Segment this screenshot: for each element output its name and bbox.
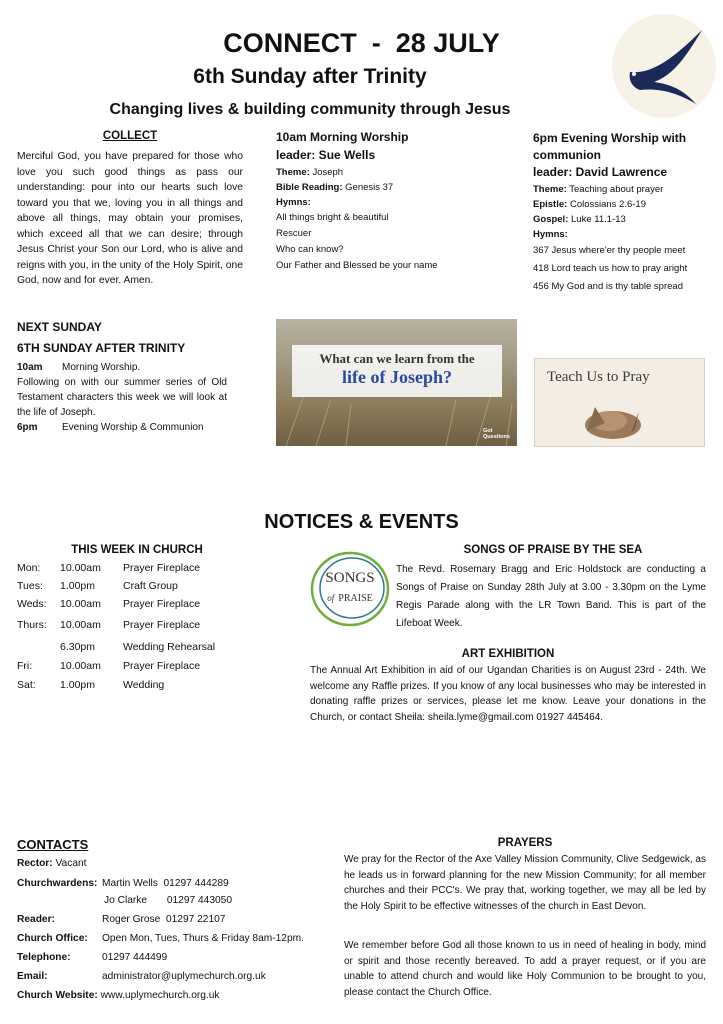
time-10am: 10am	[17, 362, 43, 373]
time-6pm: 6pm	[17, 422, 38, 433]
rector-value: Vacant	[55, 858, 87, 869]
time: 6.30pm	[60, 641, 96, 653]
warden-1: Martin Wells 01297 444289	[102, 878, 229, 889]
warden-2: Jo Clarke 01297 443050	[104, 895, 232, 906]
time: 1.00pm	[60, 580, 96, 592]
office-label: Church Office:	[17, 933, 88, 944]
time: 10.00am	[60, 660, 101, 672]
hymn: Rescuer	[276, 228, 312, 239]
next-sunday-details	[17, 360, 227, 435]
theme-label: Theme:	[276, 167, 310, 178]
next-sunday-text: Following on with our summer series of Old Testament characters this week we will look at the life of Joseph.	[17, 377, 227, 418]
evening-details	[533, 182, 723, 296]
morning-worship: Morning Worship.	[62, 362, 141, 373]
event: Prayer Fireplace	[123, 660, 201, 672]
day: Tues:	[17, 580, 43, 592]
prayers-text-1: We pray for the Rector of the Axe Valley Mission Community, Clive Sedgewick, as he leads us in forward planning for the new Mission Community; for all member churches and their PCC's. We pray that, working together, we may all be led by the Holy Spirit to be effective witnesses of the church in East Devon.	[344, 854, 706, 912]
songs-heading: SONGS OF PRAISE BY THE SEA	[463, 544, 643, 556]
website-link[interactable]: www.uplymechurch.org.uk	[100, 990, 220, 1001]
page-subtitle: 6th Sunday after Trinity	[193, 65, 427, 88]
evening-gospel: Luke 11.1-13	[571, 214, 626, 225]
gospel-label: Gospel:	[533, 214, 569, 225]
day: Sat:	[17, 679, 36, 691]
phone-label: Telephone:	[17, 952, 71, 963]
collect-text: Merciful God, you have prepared for those who love you such good things as pass our understanding: pour into our hearts such love toward you that we, loving you in all things and above all things, may obtain your promises, which exceed all that we can desire; through Jesus Christ your Son our Lord, who is alive and reigns with you, in the unity of the Holy Spirit, one God, now and for ever. Amen.	[17, 151, 243, 286]
hymns-label: Hymns:	[533, 229, 568, 240]
list-item	[17, 598, 215, 618]
event: Prayer Fireplace	[123, 598, 201, 610]
evening-heading-line2: communion	[533, 148, 601, 162]
time: 10.00am	[60, 562, 101, 574]
contacts-list	[17, 858, 304, 1009]
notices-heading: NOTICES & EVENTS	[264, 511, 459, 533]
tagline: Changing lives & building community through Jesus	[109, 101, 511, 118]
evening-worship: Evening Worship & Communion	[62, 422, 204, 433]
praying-hands-icon	[535, 359, 704, 446]
this-week-heading: THIS WEEK IN CHURCH	[71, 544, 203, 556]
list-item	[17, 580, 215, 598]
hymn: Who can know?	[276, 244, 344, 255]
event: Prayer Fireplace	[123, 562, 201, 574]
hymn: 418 Lord teach us how to pray aright	[533, 263, 688, 274]
swift-logo	[610, 12, 718, 120]
morning-reading: Genesis 37	[345, 182, 394, 193]
morning-details	[276, 165, 516, 274]
morning-theme: Joseph	[312, 167, 344, 178]
songs-logo-line2: PRAISE	[338, 593, 373, 604]
email-link[interactable]: administrator@uplymechurch.org.uk	[102, 971, 266, 982]
evening-epistle: Colossians 2.6-19	[569, 199, 646, 210]
morning-heading: 10am Morning Worship	[276, 130, 409, 144]
got-questions-badge: Got Questions	[483, 428, 510, 440]
hymn: All things bright & beautiful	[276, 212, 389, 223]
joseph-banner-image	[276, 319, 517, 446]
list-item	[17, 679, 215, 697]
event: Wedding Rehearsal	[123, 641, 216, 653]
wardens-label: Churchwardens:	[17, 878, 98, 889]
songs-logo-of: of	[327, 593, 335, 603]
event: Prayer Fireplace	[123, 619, 201, 631]
reader-value: Roger Grose 01297 22107	[102, 914, 226, 925]
day: Weds:	[17, 598, 47, 610]
day: Fri:	[17, 660, 33, 672]
collect-heading: COLLECT	[102, 130, 158, 142]
epistle-label: Epistle:	[533, 199, 568, 210]
hymn: 367 Jesus where'er thy people meet	[533, 245, 686, 256]
evening-theme: Teaching about prayer	[569, 184, 664, 195]
day	[17, 641, 60, 660]
teach-us-to-pray-image	[534, 358, 705, 447]
rector-label: Rector:	[17, 858, 53, 869]
art-heading: ART EXHIBITION	[461, 648, 555, 660]
theme-label: Theme:	[533, 184, 567, 195]
list-item	[17, 562, 215, 580]
next-sunday-subheading: 6TH SUNDAY AFTER TRINITY	[17, 341, 186, 355]
day: Thurs:	[17, 619, 47, 631]
event: Craft Group	[123, 580, 178, 592]
list-item	[17, 641, 215, 660]
time: 10.00am	[60, 619, 101, 631]
day: Mon:	[17, 562, 41, 574]
event: Wedding	[123, 679, 165, 691]
email-label: Email:	[17, 971, 48, 982]
evening-heading-line1: 6pm Evening Worship with	[533, 131, 687, 145]
prayers-text-2: We remember before God all those known to us in need of healing in body, mind or spirit and those recently bereaved. To add a prayer request, or if you are unable to attend church and would like Holy Communion to be brought to you, please contact the Church Office.	[344, 940, 706, 998]
songs-logo-line1: SONGS	[325, 570, 375, 586]
teach-us-text: Teach Us to Pray	[547, 369, 650, 385]
time: 10.00am	[60, 598, 101, 610]
art-text: The Annual Art Exhibition in aid of our Ugandan Charities is on August 23rd - 24th. We welcome any Raffle prizes. If you know of any local businesses who may be interested in donating raffle prizes or services, please let me know. Leave your donations in the Church, or contact Sheila: sheila.lyme@gmail.com 01927 445464.	[310, 665, 706, 723]
evening-leader: leader: David Lawrence	[533, 165, 668, 179]
hymn: 456 My God and is thy table spread	[533, 281, 683, 292]
page-title: CONNECT - 28 JULY	[223, 28, 500, 58]
list-item	[17, 660, 215, 679]
reader-label: Reader:	[17, 914, 55, 925]
prayers-heading: PRAYERS	[497, 837, 553, 849]
songs-of-praise-logo	[308, 548, 392, 630]
office-value: Open Mon, Tues, Thurs & Friday 8am-12pm.	[102, 933, 304, 944]
time: 1.00pm	[60, 679, 96, 691]
website-label: Church Website:	[17, 990, 98, 1001]
joseph-line2: life of Joseph?	[342, 367, 452, 387]
songs-text: The Revd. Rosemary Bragg and Eric Holdstock are conducting a Songs of Praise on Sunday 28th July at 3.00 - 3.30pm on the Lyme Regis Parade along with the LR Town Band. This is part of the Lifeboat Week.	[396, 564, 706, 629]
evening-heading	[533, 130, 686, 181]
this-week-table	[17, 562, 215, 697]
contacts-heading: CONTACTS	[17, 837, 89, 852]
joseph-banner-box	[292, 345, 502, 397]
list-item	[17, 618, 215, 641]
hymns-label: Hymns:	[276, 197, 311, 208]
reading-label: Bible Reading:	[276, 182, 343, 193]
phone-value: 01297 444499	[102, 952, 168, 963]
hymn: Our Father and Blessed be your name	[276, 260, 438, 271]
joseph-line1: What can we learn from the	[319, 351, 475, 366]
songs-logo-line2-wrap	[308, 588, 392, 606]
morning-leader: leader: Sue Wells	[276, 148, 376, 162]
next-sunday-heading: NEXT SUNDAY	[17, 320, 102, 334]
